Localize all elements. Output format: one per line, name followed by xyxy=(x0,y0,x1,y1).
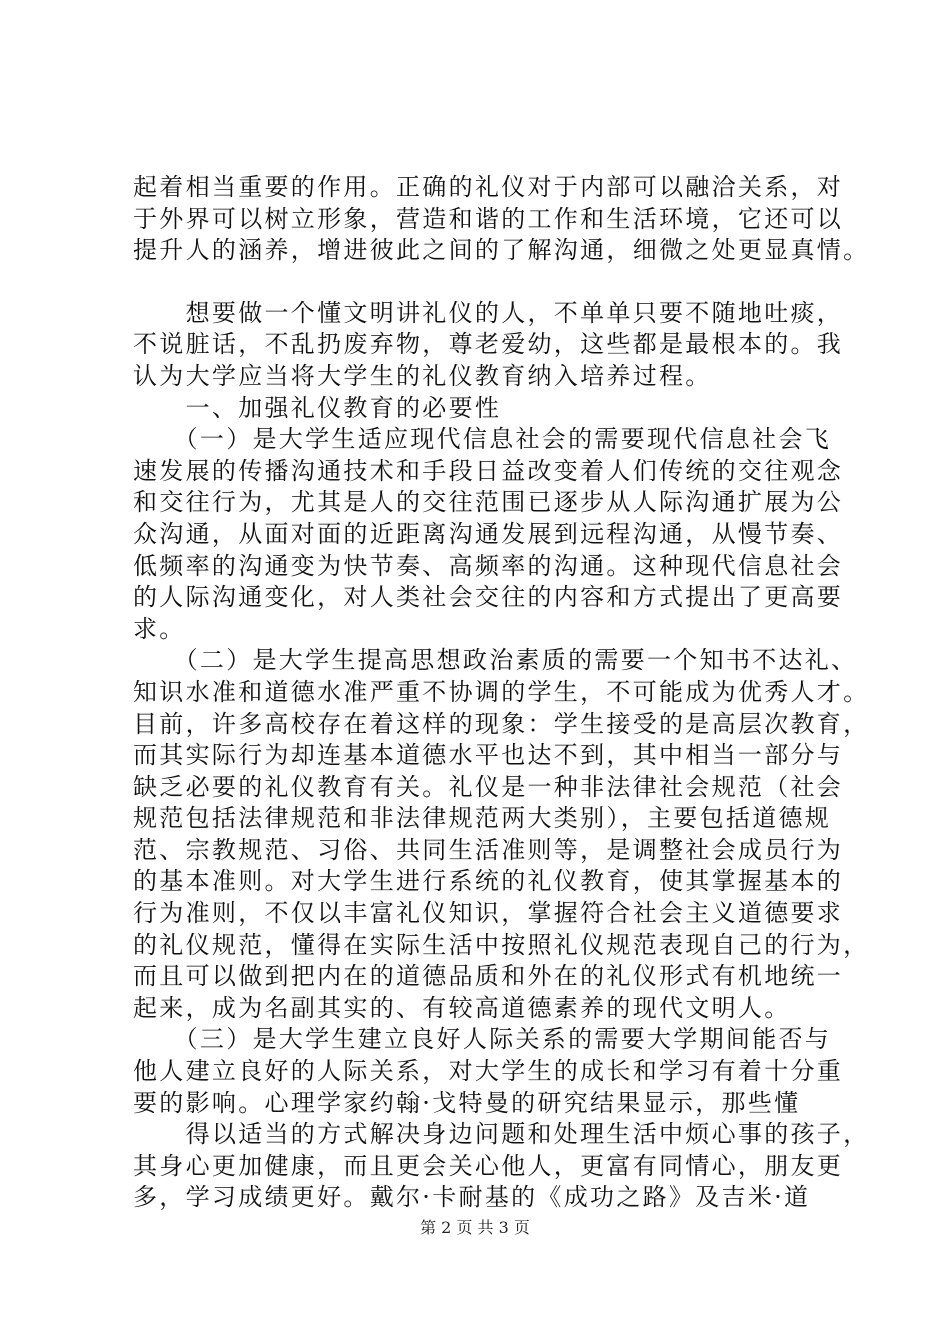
text-line: 目前，许多高校存在着这样的现象：学生接受的是高层次教育， xyxy=(133,709,870,738)
text-line: 求。 xyxy=(133,614,186,643)
text-line: 起来，成为名副其实的、有较高道德素养的现代文明人。 xyxy=(133,993,791,1022)
paragraph-gap xyxy=(133,267,853,298)
text-line: 想要做一个懂文明讲礼仪的人，不单单只要不随地吐痰， xyxy=(133,298,844,327)
text-line: 缺乏必要的礼仪教育有关。礼仪是一种非法律社会规范（社会 xyxy=(133,772,844,801)
text-line: 于外界可以树立形象，营造和谐的工作和生活环境，它还可以 xyxy=(133,204,844,233)
text-line: 要的影响。心理学家约翰·戈特曼的研究结果显示，那些懂 xyxy=(133,1088,801,1117)
text-line: （三）是大学生建立良好人际关系的需要大学期间能否与 xyxy=(133,1025,832,1054)
text-line: 得以适当的方式解决身边问题和处理生活中烦心事的孩子， xyxy=(133,1120,870,1149)
text-line: 的基本准则。对大学生进行系统的礼仪教育，使其掌握基本的 xyxy=(133,867,844,896)
text-line: 的礼仪规范，懂得在实际生活中按照礼仪规范表现自己的行为， xyxy=(133,930,870,959)
page-footer: 第 2 页 共 3 页 xyxy=(420,1218,530,1237)
paragraph xyxy=(133,298,870,1214)
text-line: 提升人的涵养，增进彼此之间的了解沟通，细微之处更显真情。 xyxy=(133,236,870,265)
text-line: 知识水准和道德水准严重不协调的学生，不可能成为优秀人才。 xyxy=(133,677,870,706)
text-line: 行为准则，不仅以丰富礼仪知识，掌握符合社会主义道德要求 xyxy=(133,899,844,928)
text-line: 众沟通，从面对面的近距离沟通发展到远程沟通，从慢节奏、 xyxy=(133,519,844,548)
text-line: 多，学习成绩更好。戴尔·卡耐基的《成功之路》及吉米·道 xyxy=(133,1183,811,1212)
text-line: 低频率的沟通变为快节奏、高频率的沟通。这种现代信息社会 xyxy=(133,551,844,580)
text-line: 他人建立良好的人际关系，对大学生的成长和学习有着十分重 xyxy=(133,1057,844,1086)
text-line: 速发展的传播沟通技术和手段日益改变着人们传统的交往观念 xyxy=(133,456,844,485)
text-line: 起着相当重要的作用。正确的礼仪对于内部可以融洽关系，对 xyxy=(133,173,844,201)
text-line: 其身心更加健康，而且更会关心他人，更富有同情心，朋友更 xyxy=(133,1151,844,1180)
text-line: 一、加强礼仪教育的必要性 xyxy=(133,393,502,422)
text-line: 认为大学应当将大学生的礼仪教育纳入培养过程。 xyxy=(133,361,712,390)
text-line: 而其实际行为却连基本道德水平也达不到，其中相当一部分与 xyxy=(133,741,844,770)
text-line: 规范包括法律规范和非法律规范两大类别），主要包括道德规 xyxy=(133,804,832,833)
text-line: 范、宗教规范、习俗、共同生活准则等，是调整社会成员行为 xyxy=(133,835,844,864)
text-line: 不说脏话，不乱扔废弃物，尊老爱幼，这些都是最根本的。我 xyxy=(133,330,844,359)
text-line: （一）是大学生适应现代信息社会的需要现代信息社会飞 xyxy=(133,425,832,454)
paragraph xyxy=(133,172,870,267)
text-line: （二）是大学生提高思想政治素质的需要一个知书不达礼、 xyxy=(133,646,858,675)
text-line: 的人际沟通变化，对人类社会交往的内容和方式提出了更高要 xyxy=(133,583,844,612)
text-line: 而且可以做到把内在的道德品质和外在的礼仪形式有机地统一 xyxy=(133,962,844,991)
text-line: 和交往行为，尤其是人的交往范围已逐步从人际沟通扩展为公 xyxy=(133,488,844,517)
document-body xyxy=(133,172,870,1214)
